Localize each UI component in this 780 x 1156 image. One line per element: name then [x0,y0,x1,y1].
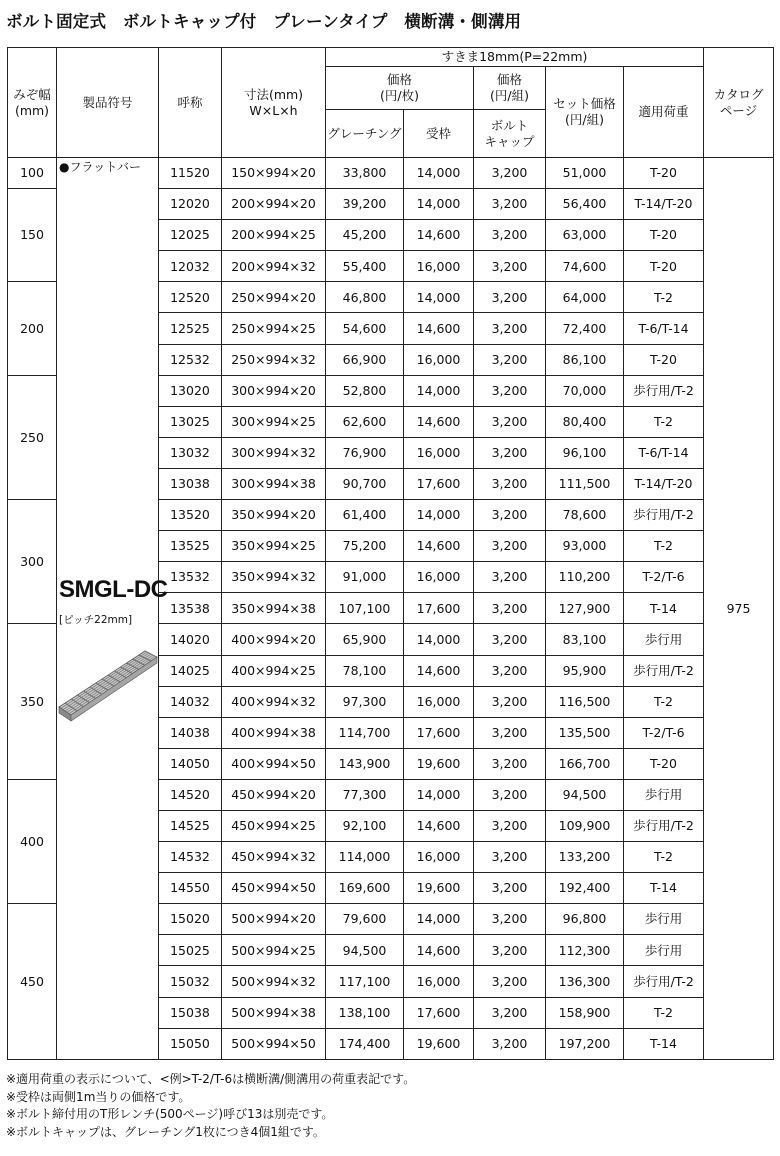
load-cell: T-14 [624,1028,704,1059]
set-price-cell: 133,200 [546,842,624,873]
nominal-cell: 12520 [159,282,222,313]
grating-price-cell: 52,800 [326,375,404,406]
nominal-cell: 14038 [159,717,222,748]
load-cell: T-14 [624,593,704,624]
width-cell: 100 [8,158,57,189]
nominal-cell: 14532 [159,842,222,873]
bolt-cap-price-cell: 3,200 [474,655,546,686]
bolt-cap-price-cell: 3,200 [474,344,546,375]
grating-price-cell: 78,100 [326,655,404,686]
set-price-cell: 166,700 [546,748,624,779]
set-price-cell: 96,100 [546,437,624,468]
dimension-cell: 400×994×32 [222,686,326,717]
grating-price-cell: 76,900 [326,437,404,468]
frame-price-cell: 17,600 [404,997,474,1028]
dimension-cell: 350×994×38 [222,593,326,624]
grating-price-cell: 107,100 [326,593,404,624]
header-catalog-page: カタログ ページ [704,48,774,158]
nominal-cell: 13020 [159,375,222,406]
bolt-cap-price-cell: 3,200 [474,220,546,251]
nominal-cell: 14020 [159,624,222,655]
nominal-cell: 14050 [159,748,222,779]
dimension-cell: 300×994×25 [222,406,326,437]
set-price-cell: 109,900 [546,810,624,841]
load-cell: 歩行用/T-2 [624,966,704,997]
dimension-cell: 500×994×32 [222,966,326,997]
set-price-cell: 192,400 [546,873,624,904]
set-price-cell: 51,000 [546,158,624,189]
grating-price-cell: 92,100 [326,810,404,841]
bolt-cap-price-cell: 3,200 [474,375,546,406]
nominal-cell: 14025 [159,655,222,686]
load-cell: 歩行用 [624,624,704,655]
footnote: ※適用荷重の表示について、<例>T-2/T-6は横断溝/側溝用の荷重表記です。 [6,1072,416,1086]
set-price-cell: 93,000 [546,531,624,562]
dimension-cell: 450×994×50 [222,873,326,904]
product-pitch: [ピッチ22mm] [59,614,133,626]
grating-price-cell: 45,200 [326,220,404,251]
footnotes [6,1071,415,1141]
nominal-cell: 12032 [159,251,222,282]
load-cell: 歩行用 [624,935,704,966]
nominal-cell: 13032 [159,437,222,468]
bolt-cap-price-cell: 3,200 [474,406,546,437]
dimension-cell: 450×994×32 [222,842,326,873]
load-cell: T-2/T-6 [624,562,704,593]
set-price-cell: 74,600 [546,251,624,282]
load-cell: 歩行用 [624,904,704,935]
grating-price-cell: 97,300 [326,686,404,717]
frame-price-cell: 14,600 [404,655,474,686]
frame-price-cell: 14,000 [404,189,474,220]
nominal-cell: 14525 [159,810,222,841]
bolt-cap-price-cell: 3,200 [474,686,546,717]
nominal-cell: 13025 [159,406,222,437]
header-nominal: 呼称 [159,48,222,158]
set-price-cell: 112,300 [546,935,624,966]
nominal-cell: 12020 [159,189,222,220]
grating-price-cell: 94,500 [326,935,404,966]
bolt-cap-price-cell: 3,200 [474,437,546,468]
grating-price-cell: 75,200 [326,531,404,562]
bolt-cap-price-cell: 3,200 [474,624,546,655]
frame-price-cell: 14,000 [404,158,474,189]
load-cell: T-2 [624,686,704,717]
frame-price-cell: 16,000 [404,686,474,717]
dimension-cell: 250×994×20 [222,282,326,313]
catalog-page-cell: 975 [704,158,774,1060]
nominal-cell: 12525 [159,313,222,344]
grating-price-cell: 169,600 [326,873,404,904]
bolt-cap-price-cell: 3,200 [474,810,546,841]
nominal-cell: 12532 [159,344,222,375]
footnote: ※ボルト締付用のT形レンチ(500ページ)呼び13は別売です。 [6,1107,334,1121]
set-price-cell: 135,500 [546,717,624,748]
grating-price-cell: 61,400 [326,500,404,531]
nominal-cell: 13038 [159,468,222,499]
set-price-cell: 94,500 [546,779,624,810]
product-name: ●フラットバー [59,160,141,174]
frame-price-cell: 19,600 [404,748,474,779]
nominal-cell: 14032 [159,686,222,717]
dimension-cell: 350×994×32 [222,562,326,593]
width-cell: 400 [8,779,57,903]
grating-price-cell: 77,300 [326,779,404,810]
bolt-cap-price-cell: 3,200 [474,779,546,810]
dimension-cell: 200×994×25 [222,220,326,251]
dimension-cell: 350×994×20 [222,500,326,531]
frame-price-cell: 14,000 [404,904,474,935]
grating-price-cell: 55,400 [326,251,404,282]
load-cell: 歩行用/T-2 [624,655,704,686]
frame-price-cell: 17,600 [404,717,474,748]
load-cell: T-20 [624,251,704,282]
load-cell: T-2 [624,406,704,437]
frame-price-cell: 14,600 [404,313,474,344]
load-cell: T-20 [624,158,704,189]
load-cell: T-14/T-20 [624,468,704,499]
set-price-cell: 72,400 [546,313,624,344]
load-cell: 歩行用/T-2 [624,500,704,531]
frame-price-cell: 17,600 [404,468,474,499]
frame-price-cell: 16,000 [404,966,474,997]
width-cell: 200 [8,282,57,375]
price-table [7,47,774,1060]
bolt-cap-price-cell: 3,200 [474,562,546,593]
grating-price-cell: 138,100 [326,997,404,1028]
nominal-cell: 14550 [159,873,222,904]
header-frame: 受枠 [404,110,474,158]
dimension-cell: 450×994×25 [222,810,326,841]
dimension-cell: 300×994×32 [222,437,326,468]
bolt-cap-price-cell: 3,200 [474,842,546,873]
set-price-cell: 78,600 [546,500,624,531]
dimension-cell: 300×994×38 [222,468,326,499]
frame-price-cell: 14,000 [404,500,474,531]
header-price-per-set: 価格 (円/組) [474,67,546,110]
header-grating: グレーチング [326,110,404,158]
header-dimension: 寸法(mm) W×L×h [222,48,326,158]
width-cell: 350 [8,624,57,779]
set-price-cell: 56,400 [546,189,624,220]
frame-price-cell: 16,000 [404,842,474,873]
frame-price-cell: 16,000 [404,251,474,282]
dimension-cell: 400×994×38 [222,717,326,748]
set-price-cell: 197,200 [546,1028,624,1059]
frame-price-cell: 14,600 [404,935,474,966]
dimension-cell: 500×994×38 [222,997,326,1028]
nominal-cell: 14520 [159,779,222,810]
bolt-cap-price-cell: 3,200 [474,158,546,189]
bolt-cap-price-cell: 3,200 [474,966,546,997]
grating-price-cell: 143,900 [326,748,404,779]
table-row [8,158,774,189]
nominal-cell: 11520 [159,158,222,189]
header-price-per-piece: 価格 (円/枚) [326,67,474,110]
load-cell: T-20 [624,220,704,251]
product-cell [57,158,168,1060]
load-cell: 歩行用/T-2 [624,810,704,841]
grating-price-cell: 79,600 [326,904,404,935]
set-price-cell: 158,900 [546,997,624,1028]
load-cell: 歩行用 [624,779,704,810]
set-price-cell: 83,100 [546,624,624,655]
grating-price-cell: 90,700 [326,468,404,499]
header-load: 適用荷重 [624,67,704,158]
set-price-cell: 80,400 [546,406,624,437]
nominal-cell: 15038 [159,997,222,1028]
width-cell: 450 [8,904,57,1059]
width-cell: 250 [8,375,57,499]
header-set-price: セット価格 (円/組) [546,67,624,158]
dimension-cell: 400×994×50 [222,748,326,779]
set-price-cell: 96,800 [546,904,624,935]
bolt-cap-price-cell: 3,200 [474,1028,546,1059]
set-price-cell: 136,300 [546,966,624,997]
table-body [8,158,774,1060]
width-cell: 300 [8,500,57,624]
set-price-cell: 64,000 [546,282,624,313]
product-model: SMGL-DC [59,576,168,603]
page-title: ボルト固定式 ボルトキャップ付 プレーンタイプ 横断溝・側溝用 [6,12,522,31]
frame-price-cell: 17,600 [404,593,474,624]
dimension-cell: 500×994×50 [222,1028,326,1059]
set-price-cell: 116,500 [546,686,624,717]
nominal-cell: 13525 [159,531,222,562]
set-price-cell: 95,900 [546,655,624,686]
load-cell: T-6/T-14 [624,313,704,344]
load-cell: T-20 [624,748,704,779]
set-price-cell: 110,200 [546,562,624,593]
bolt-cap-price-cell: 3,200 [474,748,546,779]
width-cell: 150 [8,189,57,282]
load-cell: T-20 [624,344,704,375]
bolt-cap-price-cell: 3,200 [474,531,546,562]
grating-price-cell: 62,600 [326,406,404,437]
grating-price-cell: 66,900 [326,344,404,375]
frame-price-cell: 14,000 [404,375,474,406]
load-cell: T-2/T-6 [624,717,704,748]
header-gap: すきま18mm(P=22mm) [326,48,704,67]
load-cell: T-2 [624,531,704,562]
header-bolt-cap: ボルト キャップ [474,110,546,158]
grating-price-cell: 114,700 [326,717,404,748]
grating-price-cell: 33,800 [326,158,404,189]
frame-price-cell: 16,000 [404,562,474,593]
grating-price-cell: 39,200 [326,189,404,220]
frame-price-cell: 14,000 [404,624,474,655]
bolt-cap-price-cell: 3,200 [474,997,546,1028]
nominal-cell: 13538 [159,593,222,624]
dimension-cell: 250×994×32 [222,344,326,375]
bolt-cap-price-cell: 3,200 [474,717,546,748]
set-price-cell: 86,100 [546,344,624,375]
load-cell: T-2 [624,282,704,313]
frame-price-cell: 14,600 [404,406,474,437]
dimension-cell: 350×994×25 [222,531,326,562]
dimension-cell: 150×994×20 [222,158,326,189]
dimension-cell: 400×994×20 [222,624,326,655]
dimension-cell: 500×994×20 [222,904,326,935]
frame-price-cell: 14,600 [404,531,474,562]
footnote: ※ボルトキャップは、グレーチング1枚につき4個1組です。 [6,1124,325,1139]
header-width: みぞ幅 (mm) [8,48,57,158]
grating-price-cell: 174,400 [326,1028,404,1059]
bolt-cap-price-cell: 3,200 [474,282,546,313]
bolt-cap-price-cell: 3,200 [474,904,546,935]
frame-price-cell: 14,000 [404,282,474,313]
nominal-cell: 13532 [159,562,222,593]
frame-price-cell: 16,000 [404,437,474,468]
grating-image-icon [57,643,158,733]
load-cell: T-14 [624,873,704,904]
grating-price-cell: 54,600 [326,313,404,344]
dimension-cell: 450×994×20 [222,779,326,810]
bolt-cap-price-cell: 3,200 [474,313,546,344]
bolt-cap-price-cell: 3,200 [474,251,546,282]
footnote: ※受枠は両側1m当りの価格です。 [6,1089,191,1104]
dimension-cell: 400×994×25 [222,655,326,686]
nominal-cell: 15025 [159,935,222,966]
load-cell: 歩行用/T-2 [624,375,704,406]
grating-price-cell: 114,000 [326,842,404,873]
dimension-cell: 200×994×32 [222,251,326,282]
nominal-cell: 13520 [159,500,222,531]
load-cell: T-2 [624,997,704,1028]
grating-price-cell: 46,800 [326,282,404,313]
dimension-cell: 500×994×25 [222,935,326,966]
bolt-cap-price-cell: 3,200 [474,189,546,220]
grating-price-cell: 117,100 [326,966,404,997]
load-cell: T-14/T-20 [624,189,704,220]
frame-price-cell: 14,600 [404,810,474,841]
frame-price-cell: 14,000 [404,779,474,810]
bolt-cap-price-cell: 3,200 [474,873,546,904]
set-price-cell: 70,000 [546,375,624,406]
dimension-cell: 200×994×20 [222,189,326,220]
grating-price-cell: 91,000 [326,562,404,593]
nominal-cell: 12025 [159,220,222,251]
load-cell: T-6/T-14 [624,437,704,468]
dimension-cell: 300×994×20 [222,375,326,406]
set-price-cell: 127,900 [546,593,624,624]
grating-price-cell: 65,900 [326,624,404,655]
nominal-cell: 15050 [159,1028,222,1059]
set-price-cell: 111,500 [546,468,624,499]
dimension-cell: 250×994×25 [222,313,326,344]
load-cell: T-2 [624,842,704,873]
nominal-cell: 15032 [159,966,222,997]
nominal-cell: 15020 [159,904,222,935]
set-price-cell: 63,000 [546,220,624,251]
frame-price-cell: 19,600 [404,1028,474,1059]
bolt-cap-price-cell: 3,200 [474,500,546,531]
bolt-cap-price-cell: 3,200 [474,593,546,624]
bolt-cap-price-cell: 3,200 [474,935,546,966]
bolt-cap-price-cell: 3,200 [474,468,546,499]
header-product-code: 製品符号 [57,48,159,158]
frame-price-cell: 16,000 [404,344,474,375]
frame-price-cell: 19,600 [404,873,474,904]
frame-price-cell: 14,600 [404,220,474,251]
